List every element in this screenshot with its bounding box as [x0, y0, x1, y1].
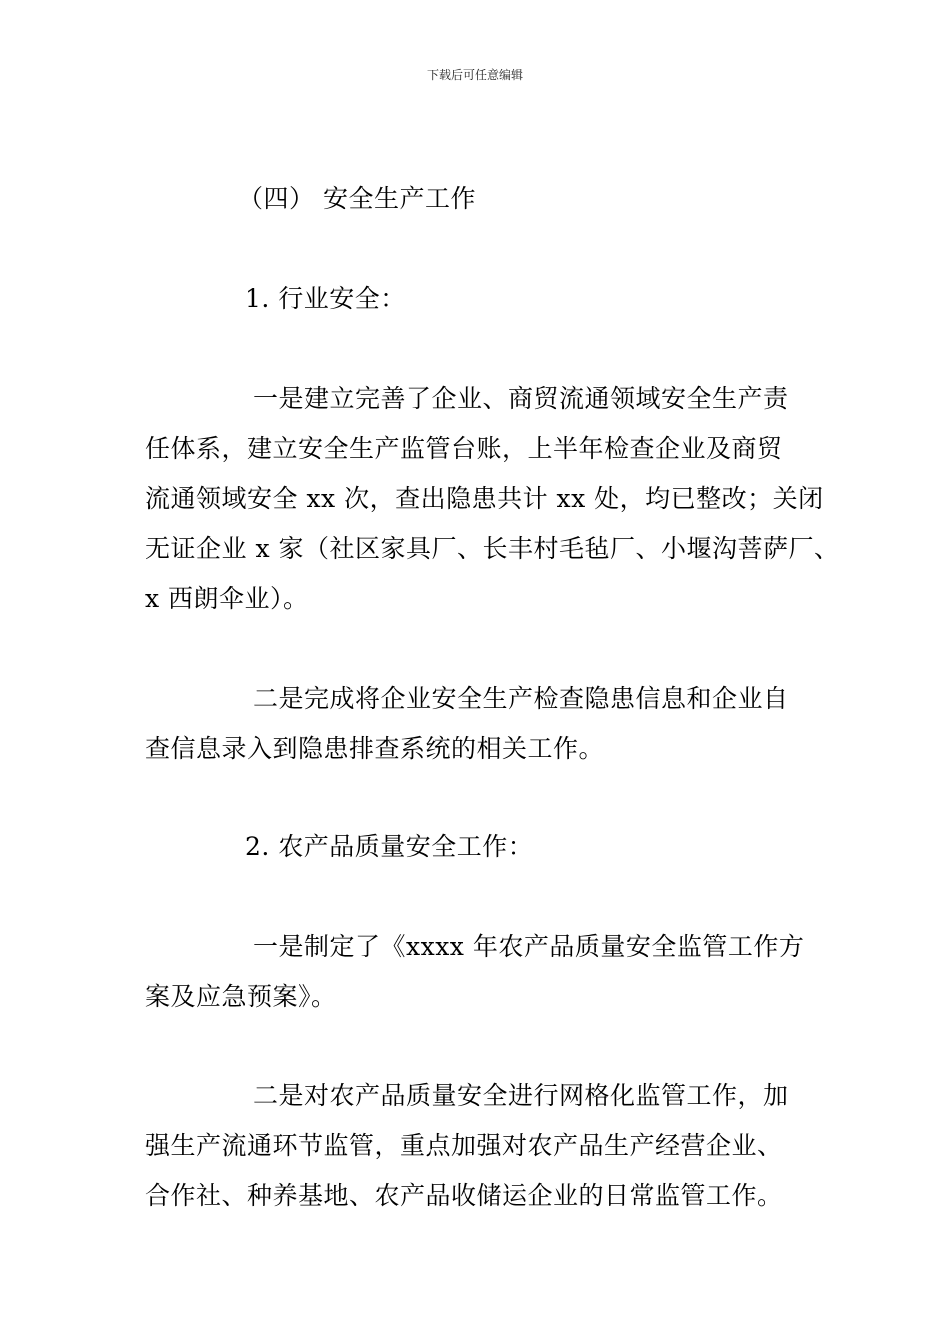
paragraph-line: 查信息录入到隐患排查系统的相关工作。 [145, 734, 605, 763]
paragraph-line: 任体系，建立安全生产监管台账，上半年检查企业及商贸 [145, 434, 783, 463]
paragraph-line: 二是对农产品质量安全进行网格化监管工作，加 [253, 1081, 789, 1110]
paragraph-line: 一是制定了《xxxx 年农产品质量安全监管工作方 [253, 932, 805, 961]
paragraph-line: 二是完成将企业安全生产检查隐患信息和企业自 [253, 684, 789, 713]
header-note: 下载后可任意编辑 [426, 68, 523, 82]
item-1-heading: 1. 行业安全： [245, 284, 406, 313]
section-title: （四） 安全生产工作 [238, 184, 476, 213]
paragraph-line: 无证企业 x 家（社区家具厂、长丰村毛毡厂、小堰沟菩萨厂、 [145, 534, 840, 563]
paragraph-line: 流通领域安全 xx 次，查出隐患共计 xx 处，均已整改；关闭 [145, 484, 824, 513]
item-2-heading: 2. 农产品质量安全工作： [245, 832, 534, 861]
paragraph-line: 强生产流通环节监管，重点加强对农产品生产经营企业、 [145, 1131, 783, 1160]
paragraph-line: 一是建立完善了企业、商贸流通领域安全生产责 [253, 384, 789, 413]
paragraph-line: 案及应急预案》。 [145, 982, 337, 1011]
paragraph-line: 合作社、种养基地、农产品收储运企业的日常监管工作。 [145, 1181, 783, 1210]
paragraph-line: x 西朗伞业）。 [145, 584, 309, 613]
